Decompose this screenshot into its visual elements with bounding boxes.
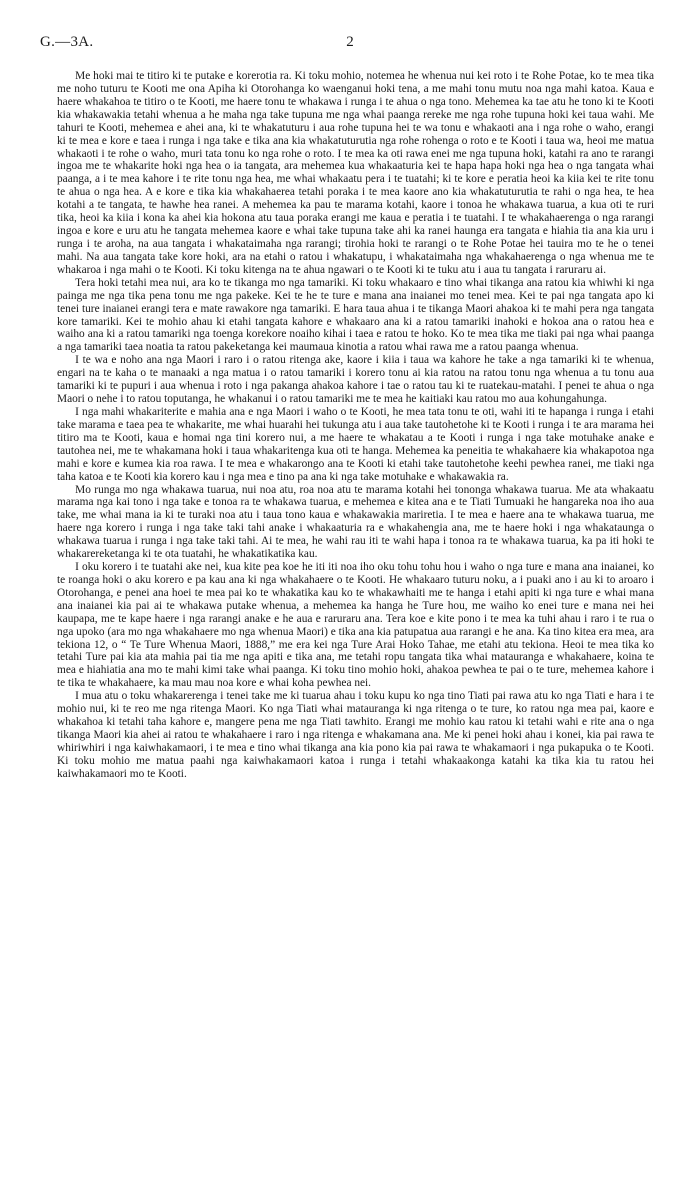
paragraph: Tera hoki tetahi mea nui, ara ko te tikanga mo nga tamariki. Ki toku whakaaro e tino whai tikanga ana ratou kia whiwhi ki nga painga me nga tika pena tonu me nga pakeke. Kei te he te ture e mana ana inaianei mo tenei mea. Kei te pai nga tangata apo ki tenei ture inaianei erangi tera e mate rawakore nga tamariki. E hara taua ahua i te tikanga Maori ahakoa ki te mahi pera nga tangata kore tamariki. Kei te mohio ahau ki etahi tangata kahore e whakaaro ana ki a ratou tamariki inahoki e hokoa ana o ratou hea e waiho ana ki a ratou tamariki nga toenga korekore noaiho kihai i taea e ratou te hoko. Ko te mea tika me tiaki pai nga whai paanga a nga tamariki taea noatia ta ratou pakeketanga kei maumaua kinotia a ratou whai rawa me a ratou paanga whenua.	[57, 276, 654, 354]
page-number: 2	[346, 34, 354, 50]
paragraph: I te wa e noho ana nga Maori i raro i o ratou ritenga ake, kaore i kiia i taua wa kahore he take a nga tamariki ki te whenua, engari na te kaha o te manaaki a nga matua i o ratou tamariki i korero tonu ai kia ratou na ratou tonu nga whenua a tu tonu aua tamariki ki te pupuri i aua whenua i roto i nga pakanga ahakoa kahore i tae o ratou tau ki te ruatekau-matahi. I penei te ahua o nga Maori o nehe i to ratou toputanga, he whakanui i o ratou tamariki me te mea he kaitiaki kau ratou mo aua kohungahunga.	[57, 354, 654, 406]
paragraph: I nga mahi whakariterite e mahia ana e nga Maori i waho o te Kooti, he mea tata tonu te oti, wahi iti te hapanga i runga i etahi take marama e taea pea te whakarite, me whai huarahi hei tukunga atu i aua take tautohetohe ki te Kooti i runga i te ara marama hei titiro ma te Kooti, kaua e homai nga tini korero nui, a me haere te whakatau a te Kooti i runga i nga take motuhake anake e tautohea nei, me te whakamana hoki i taua whakaritenga kua oti te hanga. Mehemea ka peneitia te whakahaere kia whakapotoa nga mahi e kore e kumea kia roa rawa. I te mea e whakarongo ana te Kooti ki etahi take tautohetohe keehi pewhea ranei, me tiaki nga taha katoa e te Kooti kia korero kau i nga mea e tino pa ana ki nga take motuhake e whakawakia ra.	[57, 405, 654, 483]
paragraph: Me hoki mai te titiro ki te putake e korerotia ra. Ki toku mohio, notemea he whenua nui kei roto i te Rohe Potae, ko te mea tika me noho tuturu te Kooti me ona Apiha ki Otorohanga ko waenganui hoki tena, a me mahi tonu mutu noa nga mahi katoa. Kaua e haere whakahoa te titiro o te Kooti, me haere tonu te whakawa i runga i te ahua o nga tono. Mehemea ka tae atu he tono ki te Kooti kia whakawakia tetahi whenua a he maha nga take tupuna me nga whai paanga rereke me nga rohe tupuna hoki kei taua wahi. Me tahuri te Kooti, mehemea e ahei ana, ki te whakatuturu i aua rohe tupuna hei te wa tonu e whakaoti ana i nga rohe o waho, erangi ki te mea e kore e taea i runga i nga take e tika ana kia whakatuturutia nga rohe rohenga o roto e te Kooti i taua wa, heoi me matua whakaoti i te rohe o waho, muri tata tonu ko nga rohe o roto. I te mea ka oti rawa enei me nga tupuna hoki, katahi ra ano te rarangi ingoa me te whakarite hoki nga hea o ia tangata, ara mehemea kua whakaaturia kei te hapa hapa hoki nga hea o nga tangata whai paanga, a i te mea kahore i te rite tonu nga hea, me whai whakaatu pera i te tuatahi; ki te kore e peratia heoi ka kiia kei te rite tonu te ahua o nga hea. A e kore e tika kia whakahaerea tetahi poraka i te mea kaore ano kia whakatuturutia te rahi o nga hea, te hea kotahi a te tangata, te hawhe hea ranei. A mehemea ka pau te marama kotahi, kaore i tonoa he whakawa tuarua, a kua oti te ruri tika, heoi ka kiia i kona ka ahei kia hokona atu taua poraka erangi me kaua e peratia i te tuatahi. I te whakahaerenga o nga rarangi ingoa e kore e uru atu he tangata mehemea kaore e whai take tupuna take ahi ka ranei haunga era tangata e hiahia tia ana kia uru i runga i te aroha, na aua tangata i whakataimaha nga rarangi; tirohia hoki te rarangi o te Rohe Potae hei tauira mo te he o tenei mahi. Na aua tangata take kore hoki, ara na etahi o ratou i whakatupu, i whakataimaha nga whakahaerenga o nga whenua me te whakaroa i nga mahi o te Kooti. Ki toku kitenga na te ahua ngawari o te Kooti ki te tuku atu i aua tu tangata i raruraru ai.	[57, 70, 654, 276]
document-body	[57, 70, 654, 781]
paragraph: I mua atu o toku whakarerenga i tenei take me ki tuarua ahau i toku kupu ko nga tino Tiati pai rawa atu ko nga Tiati e hara i te mohio nui, ki te reo me nga ritenga Maori. Ko nga Tiati whai matauranga ki nga ritenga o te ture, ko ratou nga mea pai, kaore e whakahoa ki tetahi taha kahore e, mangere pena me nga Tiati tawhito. Erangi me mohio kau ratou ki tetahi wahi e rite ana o nga tikanga Maori kia ahei ai ratou te whakahaere i raro i nga ritenga e whakamana ana. Me ki penei hoki ahau i konei, kia pai rawa te whiriwhiri i nga kaiwhakamaori, i te mea e tino whai tikanga ana kia pono kia pai rawa te whakamaori i nga pukapuka o te Kooti. Ki toku mohio me matua paahi nga kaiwhakamaori katoa i runga i tetahi whakaakonga katahi ka tika kia tu ratou hei kaiwhakamaori mo te Kooti.	[57, 690, 654, 780]
paragraph: I oku korero i te tuatahi ake nei, kua kite pea koe he iti iti noa iho oku tohu tohu hou i waho o nga ture e mana ana inaianei, ko te roanga hoki o aku korero e pa kau ana ki nga whakahaere o te Kooti. He whakaaro tuturu noku, a i puaki ano i au ki to aroaro i Otorohanga, e penei ana hoei te mea pai ko te whakatika kau ko te whakawhaiti me te hanga i etahi apiti ki nga ture e whai mana ana inaianei kia pai ai te whakawa putake whenua, a mehemea ka hanga he Ture hou, me waiho ko enei ture e mana nei hei kaupapa, me te kape haere i nga rarangi anake e he aua e raruraru ana. Tera koe e kite pono i te mea ka tuhi ahau i raro i te rua o nga upoko (ara mo nga whakahaere mo nga whenua Maori) e tika ana kia patupatua aua rarangi e he ana. Ka tino kitea era mea, ara tekiona 12, o “ Te Ture Whenua Maori, 1888,” me era kei nga Ture Arai Hoko Tahae, me etahi atu tekiona. Heoi te mea tika ko tetahi Ture pai kia ata mahia pai tia me nga apiti e tika ana, me tetahi ropu tangata tika whai matauranga e whakahaere, koina te mea e hiahiatia ana mo te mahi kimi take whai paanga. Ki toku tino mohio hoki, ahakoa pewhea te pai o te ture, mehemea kahore i te tika te whakahaere, ka mau mau noa kore e whai koha pewhea nei.	[57, 561, 654, 690]
document-reference: G.—3A.	[40, 34, 94, 50]
page-header	[40, 34, 660, 54]
paragraph: Mo runga mo nga whakawa tuarua, nui noa atu, roa noa atu te marama kotahi hei tononga whakawa tuarua. Me ata whakaatu marama nga kai tono i nga take e tonoa ra te whakawa tuarua, e mehemea e kitea ana e te Tiati Tumuaki he hangareka noa iho aua take, me whai mana ia ki te turaki noa atu i taua tono kaua e whakawakia mariretia. I te mea e haere ana te whakawa tuarua, me haere nga korero i runga i nga take taki tahi anake i whakaaturia ra e whakahengia ana, me te haere hoki i nga whakataunga o whakawa tuarua i runga i nga take taki tahi. Ai te mea, he wahi rau iti te wahi hapa i tonoa ra te whakawa tuarua, ka pa iti hoki te whakarereketanga ki te ota tuatahi, he whakatikatika kau.	[57, 483, 654, 561]
